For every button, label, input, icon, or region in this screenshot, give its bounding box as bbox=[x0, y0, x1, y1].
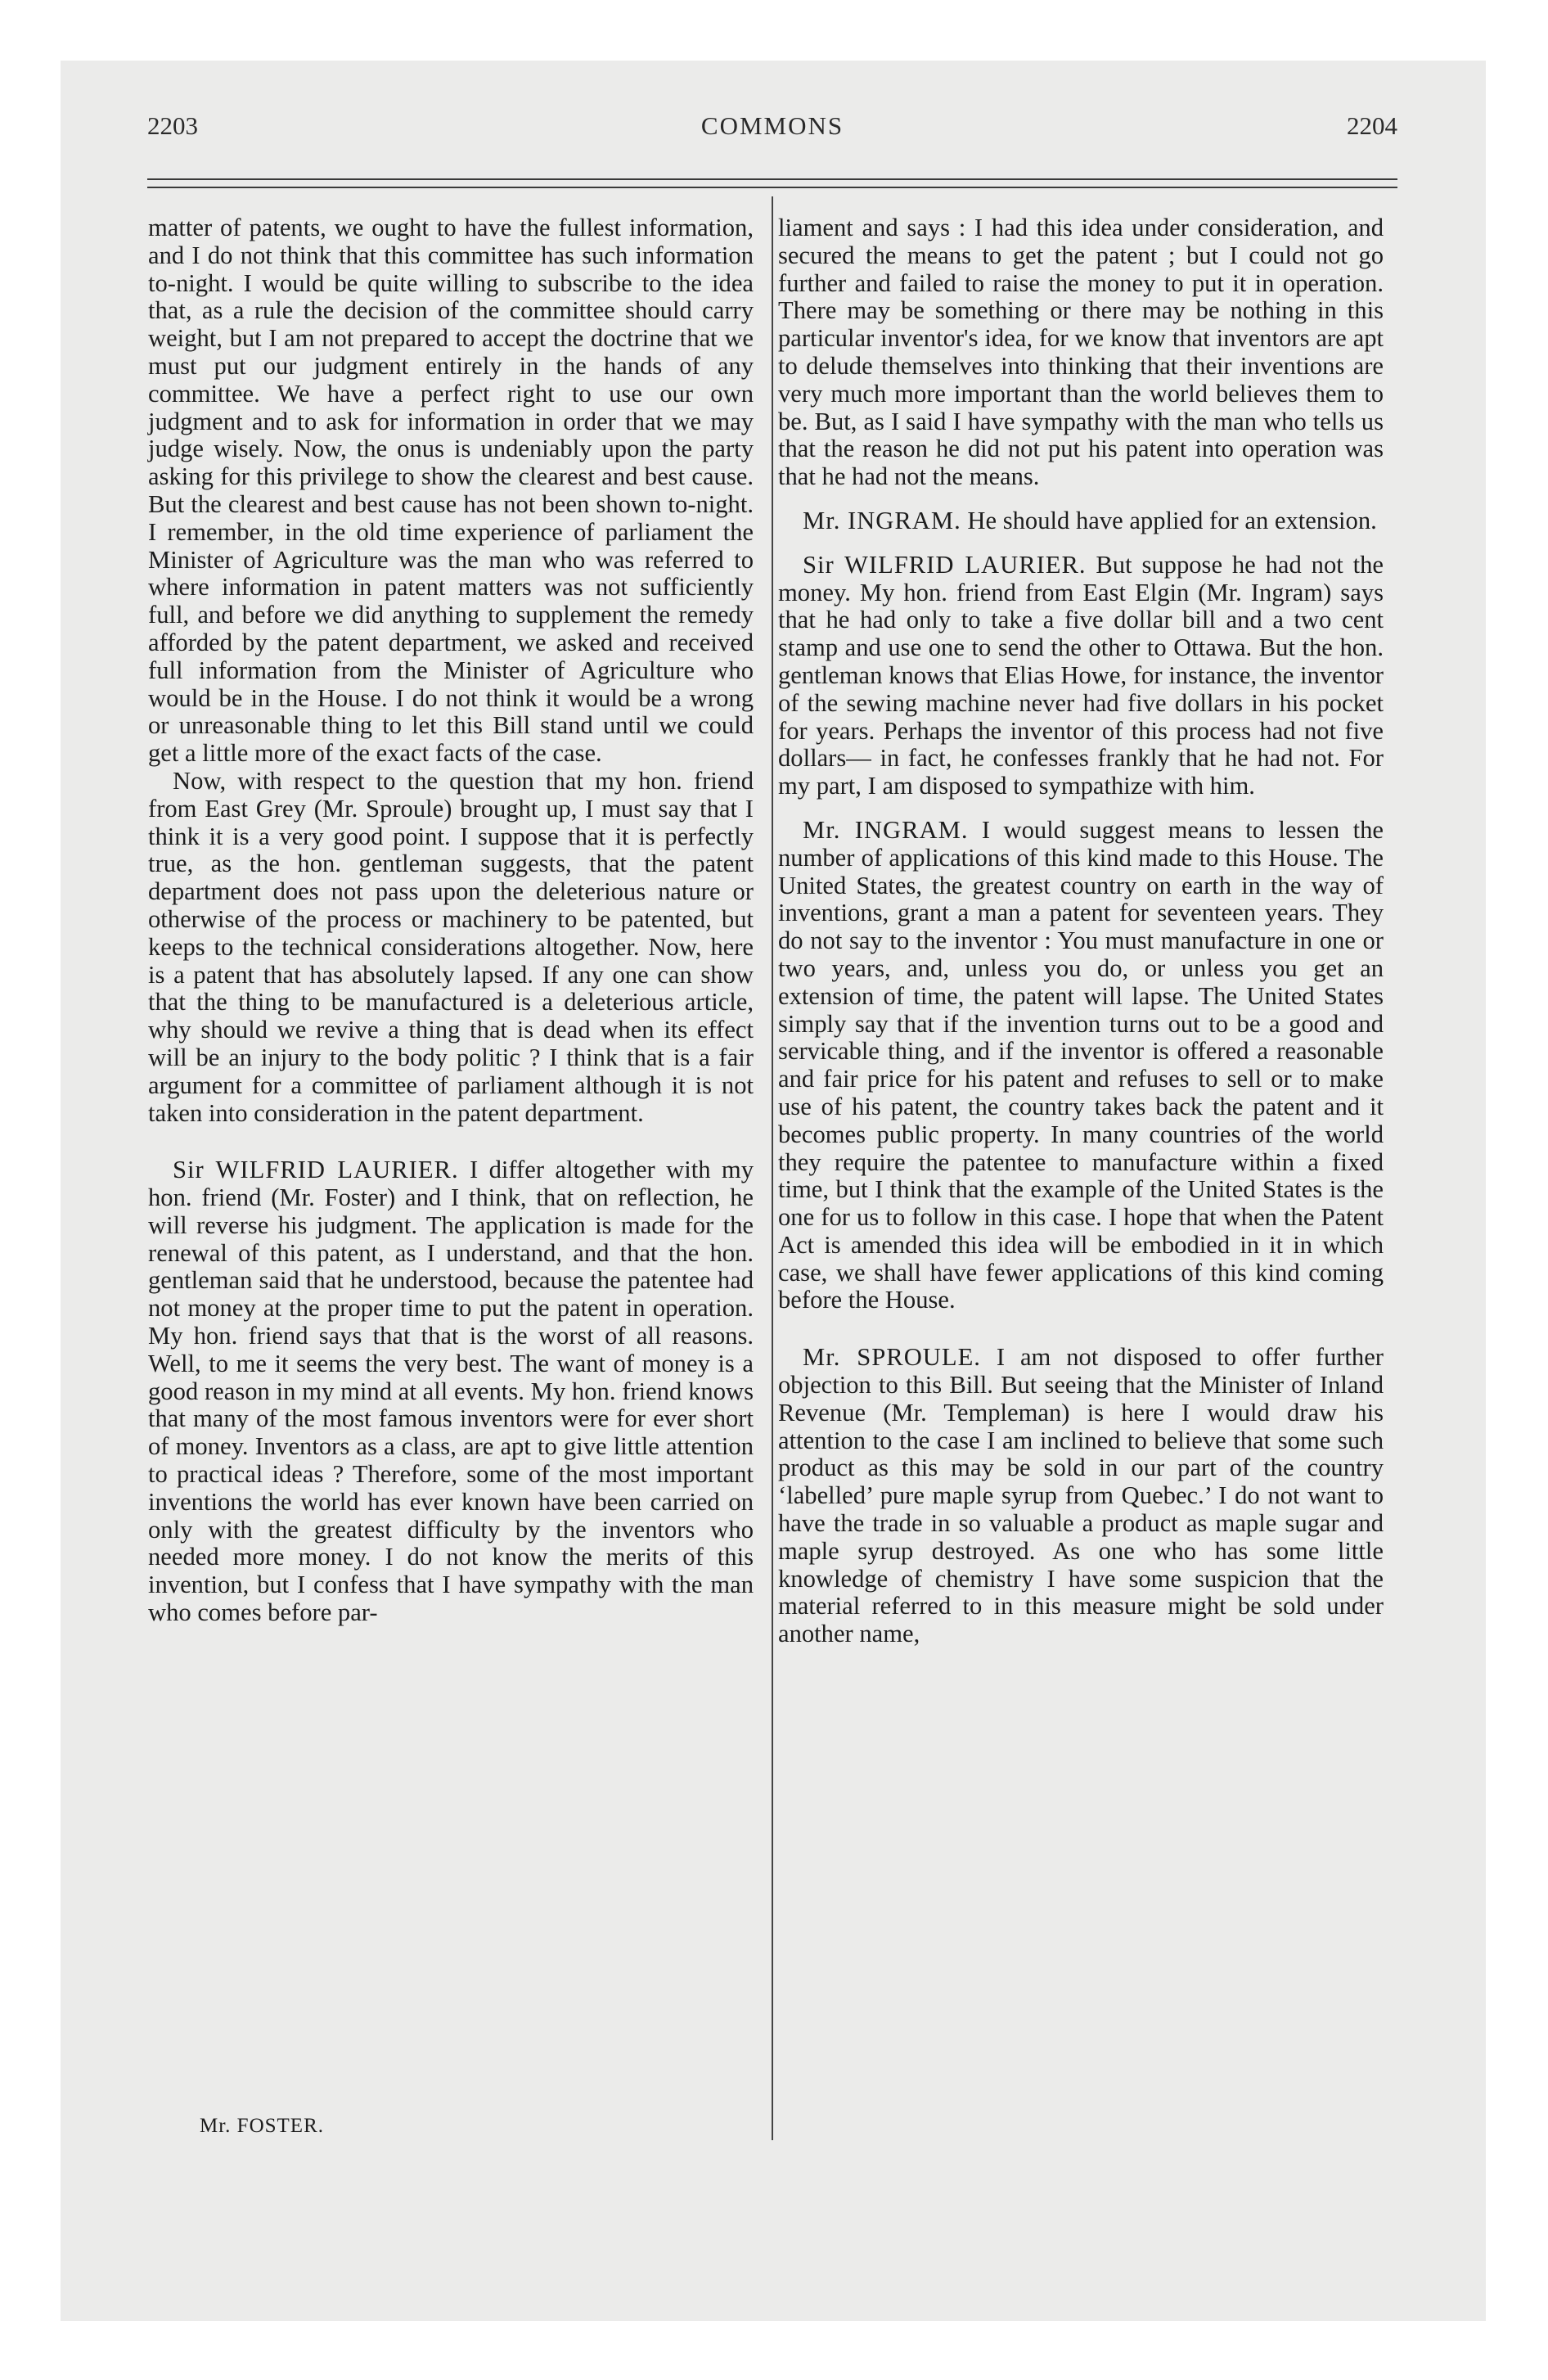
speaker-name: Mr. INGRAM. bbox=[803, 506, 961, 534]
speaker-name: Sir WILFRID LAURIER. bbox=[803, 550, 1087, 579]
column-divider bbox=[772, 196, 773, 2140]
speaker-name: Sir WILFRID LAURIER. bbox=[173, 1156, 459, 1184]
running-head bbox=[147, 108, 1397, 144]
speech-paragraph bbox=[778, 1344, 1384, 1648]
speaker-name: Mr. INGRAM. bbox=[803, 815, 969, 844]
paragraph: Now, with respect to the question that my hon. friend from East Grey (Mr. Sproule) brought up, I must say that I think it is a very good point. I suppose that it is perfectly true, as the hon. gentleman suggests, that the patent department does not pass upon the deleterious nature or otherwise of the process or machinery to be patented, but keeps to the technical considerations altogether. Now, here is a patent that has absolutely lapsed. If any one can show that the thing to be manufactured is a deleterious article, why should we revive a thing that is dead when its effect will be an injury to the body politic ? I think that is a fair argument for a committee of parliament although it is not taken into consideration in the patent department. bbox=[148, 766, 754, 1127]
speech-paragraph bbox=[778, 552, 1384, 800]
header-rule-bottom bbox=[147, 187, 1397, 188]
speech-text: I would suggest means to lessen the number of applications of this kind made to this House. The United States, the greatest country on earth in the way of inventions, grant a man a patent for seventeen years. They do not say to the inventor : You must manufacture in one or two years, and, unless you do, or unless you get an extension of time, the patent will lapse. The United States simply say that if the invention turns out to be a good and servicable thing, and if the inventor is offered a reasonable and fair price for his patent and refuses to sell or to make use of his patent, the country takes back the patent and it becomes public property. In many countries of the world they require the patentee to manufacture within a fixed time, but I think that the example of the United States is the one for us to follow in this case. I hope that when the Patent Act is amended this idea will be embodied in it in which case, we shall have fewer applications of this kind coming before the House. bbox=[778, 815, 1384, 1314]
page-title: COMMONS bbox=[700, 111, 844, 140]
speech-paragraph bbox=[778, 817, 1384, 1314]
right-column bbox=[778, 214, 1384, 1648]
page-number-left: 2203 bbox=[147, 111, 198, 140]
paragraph: liament and says : I had this idea under consideration, and secured the means to get the patent ; but I could not go further and failed to raise the money to put it in operation. There may be something or there may be nothing in this particular inventor's idea, for we know that inventors are apt to delude themselves into thinking that their inventions are very much more important than the world believes them to be. But, as I said I have sympathy with the man who tells us that the reason he did not put his patent into operation was that he had not the means. bbox=[778, 214, 1384, 491]
speech-paragraph bbox=[778, 507, 1384, 535]
speech-paragraph bbox=[148, 1156, 754, 1627]
left-column bbox=[148, 214, 754, 1627]
speech-text: I differ altogether with my hon. friend (Mr. Foster) and I think, that on reflection, he will reverse his judgment. The application is made for the renewal of this patent, as I understand, and that the hon. gentleman said that he understood, because the patentee had not money at the proper time to put the patent in operation. My hon. friend says that that is the worst of all reasons. Well, to me it seems the very best. The want of money is a good reason in my mind at all events. My hon. friend knows that many of the most famous inventors were for ever short of money. Inventors as a class, are apt to give little attention to practical ideas ? Therefore, some of the most important inventions the world has ever known have been carried on only with the greatest difficulty by the inventors who needed more money. I do not know the merits of this invention, but I confess that I have sympathy with the man who comes before par- bbox=[148, 1156, 754, 1627]
header-rule-top bbox=[147, 178, 1397, 180]
speech-text: But suppose he had not the money. My hon. friend from East Elgin (Mr. Ingram) says that he had only to take a five dollar bill and a two cent stamp and use one to send the other to Ottawa. But the hon. gentleman knows that Elias Howe, for instance, the inventor of the sewing machine never had five dollars in his pocket for years. Perhaps the inventor of this process had not five dollars— in fact, he confesses frankly that he had not. For my part, I am disposed to sympathize with him. bbox=[778, 550, 1384, 800]
page-number-right: 2204 bbox=[1347, 111, 1397, 140]
paragraph: matter of patents, we ought to have the fullest information, and I do not think that this committee has such information to-night. I would be quite willing to subscribe to the idea that, as a rule the decision of the committee should carry weight, but I am not prepared to accept the doctrine that we must put our judgment entirely in the hands of any committee. We have a perfect right to use our own judgment and to ask for information in order that we may judge wisely. Now, the onus is undeniably upon the party asking for this privilege to show the clearest and best cause. But the clearest and best cause has not been shown to-night. I remember, in the old time experience of parliament the Minister of Agriculture was the man who was referred to where information in patent matters was not sufficiently full, and before we did anything to supplement the remedy afforded by the patent department, we asked and received full information from the Minister of Agriculture who would be in the House. I do not think it would be a wrong or unreasonable thing to let this Bill stand until we could get a little more of the exact facts of the case. bbox=[148, 214, 754, 768]
catchword: Mr. FOSTER. bbox=[200, 2115, 325, 2137]
speech-text: He should have applied for an extension. bbox=[967, 506, 1377, 534]
speaker-name: Mr. SPROULE. bbox=[803, 1343, 981, 1372]
speech-text: I am not disposed to offer further objection to this Bill. But seeing that the Minister of Inland Revenue (Mr. Templeman) is here I would draw his attention to the case I am inclined to believe that some such product as this may be sold in our part of the country ‘labelled’ pure maple syrup from Quebec.’ I do not want to have the trade in so valuable a product as maple sugar and maple syrup destroyed. As one who has some little knowledge of chemistry I have some suspicion that the material referred to in this measure might be sold under another name, bbox=[778, 1343, 1384, 1648]
